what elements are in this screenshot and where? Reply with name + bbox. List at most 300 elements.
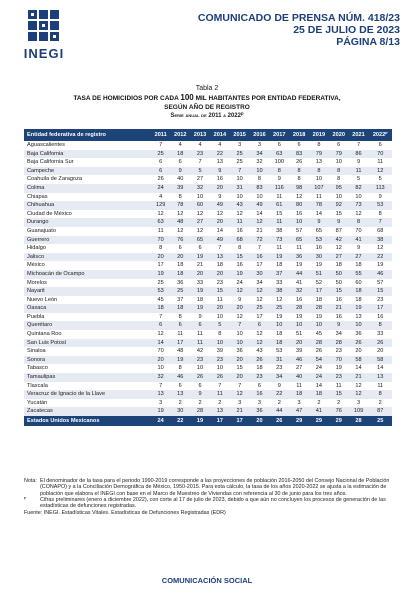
rate-cell: 17 [256, 313, 263, 320]
table-row [24, 407, 392, 416]
rate-cell: 21 [230, 407, 250, 416]
state-name-cell: Guanajuato [27, 227, 56, 234]
table-title-number: 100 [180, 93, 194, 102]
rate-cell: 15 [236, 365, 243, 372]
rate-cell: 9 [277, 176, 281, 183]
rate-cell: 100 [274, 159, 284, 166]
rate-cell: 2 [198, 399, 202, 406]
rate-cell: 12 [230, 390, 250, 399]
rate-cell: 49 [210, 201, 230, 210]
rate-cell: 17 [256, 262, 263, 269]
rate-cell: 129 [151, 201, 170, 210]
rate-cell: 65 [315, 227, 323, 234]
rate-cell: 9 [170, 167, 190, 176]
rate-cell: 26 [190, 373, 210, 382]
rate-cell: 27 [349, 253, 369, 262]
rate-cell: 6 [190, 321, 210, 330]
rate-cell: 16 [250, 390, 270, 399]
state-name-cell: Zacatecas [24, 407, 151, 416]
rate-cell: 83 [250, 184, 270, 193]
rate-cell: 8 [257, 176, 262, 183]
rate-cell: 18 [349, 287, 369, 296]
rate-cell: 2 [317, 399, 321, 406]
rate-cell: 12 [295, 193, 303, 200]
rate-cell: 7 [198, 159, 202, 166]
rate-cell: 36 [250, 407, 270, 416]
rate-cell: 11 [210, 390, 230, 399]
rate-cell: 10 [157, 365, 164, 372]
rate-cell: 11 [177, 331, 184, 338]
rate-cell: 16 [250, 253, 270, 262]
table-row [24, 399, 392, 408]
rate-cell: 14 [216, 227, 223, 234]
rate-cell: 11 [157, 227, 164, 234]
rate-cell: 14 [151, 339, 170, 348]
rate-cell: 73 [349, 201, 369, 210]
rate-cell: 87 [368, 407, 392, 416]
rate-cell: 28 [309, 304, 329, 313]
rate-cell: 21 [196, 262, 204, 269]
rate-cell: 11 [349, 167, 369, 176]
rate-cell: 15 [230, 253, 250, 262]
rate-cell: 19 [170, 356, 190, 365]
rate-cell: 12 [236, 210, 243, 217]
table-row [24, 167, 392, 176]
rate-cell: 28 [190, 407, 210, 416]
rate-cell: 20 [151, 356, 170, 365]
state-name-cell: Sonora [24, 356, 151, 365]
homicide-rate-table [24, 129, 392, 426]
rate-cell: 20 [210, 304, 230, 313]
table-header-row [24, 129, 392, 141]
rate-cell: 10 [236, 176, 243, 183]
rate-cell: 14 [355, 365, 362, 372]
rate-cell: 10 [210, 339, 230, 348]
rate-cell: 44 [269, 407, 289, 416]
column-header-year: 2018 [289, 129, 309, 141]
rate-cell: 15 [276, 210, 283, 217]
rate-cell: 18 [315, 296, 323, 303]
rate-cell: 41 [295, 279, 303, 286]
rate-cell: 51 [309, 270, 329, 279]
rate-cell: 34 [269, 373, 289, 382]
rate-cell: 8 [178, 365, 182, 372]
rate-cell: 23 [329, 373, 349, 382]
rate-cell: 22 [210, 150, 230, 159]
table-row [24, 218, 392, 227]
rate-cell: 13 [210, 407, 230, 416]
rate-cell: 116 [269, 184, 289, 193]
rate-cell: 5 [210, 321, 230, 330]
rate-cell: 5 [190, 167, 210, 176]
rate-cell: 19 [349, 304, 369, 313]
rate-cell: 23 [190, 150, 210, 159]
rate-cell: 113 [368, 184, 392, 193]
rate-cell: 57 [295, 227, 303, 234]
table-row [24, 347, 392, 356]
rate-cell: 49 [210, 236, 230, 245]
table-row [24, 261, 392, 270]
inegi-logo [14, 8, 74, 64]
rate-cell: 9 [198, 313, 202, 320]
rate-cell: 25 [269, 304, 289, 313]
rate-cell: 18 [355, 296, 362, 303]
rate-cell: 19 [230, 270, 250, 279]
rate-cell: 72 [250, 236, 270, 245]
rate-cell: 30 [170, 407, 190, 416]
table-label: Tabla 2 [195, 85, 219, 92]
rate-cell: 2 [218, 399, 222, 406]
rate-cell: 3 [257, 399, 262, 406]
rate-cell: 18 [151, 304, 170, 313]
table-title-block [0, 84, 414, 121]
rate-cell: 8 [289, 167, 309, 176]
total-rate-cell: 22 [170, 416, 190, 426]
source-text: Fuente: INEGI. Estadísticas Vitales. Estadísticas de Defunciones Registradas (EDR) [24, 510, 226, 517]
state-name-cell: Sinaloa [27, 348, 46, 355]
rate-cell: 12 [250, 218, 270, 227]
state-name-cell: Ciudad de México [27, 210, 72, 217]
footer-communication: COMUNICACIÓN SOCIAL [161, 576, 253, 585]
inegi-logo-mark-icon [26, 8, 62, 44]
rate-cell: 2 [337, 399, 341, 406]
rate-cell: 78 [170, 201, 190, 210]
rate-cell: 36 [236, 348, 243, 355]
rate-cell: 68 [377, 227, 384, 234]
rate-cell: 11 [377, 382, 384, 389]
state-name-cell: Campeche [24, 167, 151, 176]
note-main [24, 478, 392, 497]
rate-cell: 8 [159, 245, 163, 252]
rate-cell: 10 [289, 321, 309, 330]
state-name-cell: Yucatán [27, 399, 48, 406]
rate-cell: 7 [159, 382, 163, 389]
rate-cell: 2 [178, 399, 182, 406]
rate-cell: 51 [295, 331, 303, 338]
rate-cell: 7 [218, 245, 222, 252]
preliminary-label: ᴾ [24, 496, 27, 503]
rate-cell: 19 [315, 313, 323, 320]
rate-cell: 109 [349, 407, 369, 416]
rate-cell: 43 [230, 201, 250, 210]
rate-cell: 4 [159, 193, 163, 200]
rate-cell: 48 [170, 218, 190, 227]
rate-cell: 12 [276, 296, 283, 303]
rate-cell: 7 [356, 142, 361, 148]
rate-cell: 19 [190, 253, 210, 262]
column-header-year: 2015 [230, 129, 250, 141]
table-total-row [24, 416, 392, 426]
rate-cell: 10 [289, 218, 309, 227]
rate-cell: 3 [297, 399, 301, 406]
rate-cell: 76 [329, 407, 349, 416]
rate-cell: 22 [269, 390, 289, 399]
rate-cell: 7 [368, 218, 392, 227]
rate-cell: 19 [190, 287, 210, 296]
rate-cell: 68 [230, 236, 250, 245]
rate-cell: 11 [316, 193, 322, 200]
rate-cell: 55 [349, 270, 369, 279]
total-rate-cell: 28 [349, 416, 369, 426]
rate-cell: 46 [289, 356, 309, 365]
rate-cell: 13 [368, 373, 392, 382]
rate-cell: 50 [335, 279, 342, 286]
rate-cell: 18 [216, 262, 223, 269]
total-rate-cell: 17 [210, 416, 230, 426]
table-row [24, 158, 392, 167]
rate-cell: 28 [329, 339, 349, 348]
rate-cell: 19 [151, 407, 170, 416]
state-name-cell: Aguascalientes [27, 142, 65, 148]
rate-cell: 10 [315, 176, 323, 183]
rate-cell: 12 [157, 210, 164, 217]
rate-cell: 37 [177, 296, 184, 303]
rate-cell: 70 [329, 356, 349, 365]
rate-cell: 95 [329, 184, 349, 193]
rate-cell: 26 [349, 339, 369, 348]
rate-cell: 18 [335, 262, 342, 269]
rate-cell: 11 [296, 382, 302, 389]
table-title-pre: TASA DE HOMICIDIOS POR CADA [73, 95, 179, 102]
column-header-year: 2022ᴾ [368, 129, 392, 141]
rate-cell: 20 [377, 348, 384, 355]
rate-cell: 3 [238, 142, 242, 148]
rate-cell: 25 [230, 150, 250, 159]
rate-cell: 23 [335, 348, 342, 355]
rate-cell: 7 [238, 382, 242, 389]
rate-cell: 12 [196, 227, 204, 234]
table-row [24, 330, 392, 339]
rate-cell: 9 [210, 167, 230, 176]
rate-cell: 14 [315, 210, 323, 217]
press-release-date: 25 DE JULIO DE 2023 [293, 24, 400, 36]
table-title-post: MIL HABITANTES POR ENTIDAD FEDERATIVA, [195, 95, 341, 102]
rate-cell: 10 [256, 193, 263, 200]
table-row [24, 201, 392, 210]
rate-cell: 6 [277, 142, 281, 148]
rate-cell: 8 [337, 176, 341, 183]
rate-cell: 92 [329, 201, 349, 210]
rate-cell: 15 [210, 287, 230, 296]
table-row [24, 150, 392, 159]
rate-cell: 18 [309, 390, 329, 399]
rate-cell: 8 [368, 321, 392, 330]
state-name-cell: Baja California [24, 150, 151, 159]
rate-cell: 10 [355, 193, 362, 200]
rate-cell: 9 [356, 245, 361, 252]
rate-cell: 8 [309, 167, 329, 176]
rate-cell: 20 [230, 373, 250, 382]
state-name-cell: Baja California Sur [27, 159, 74, 166]
rate-cell: 25 [151, 150, 170, 159]
rate-cell: 78 [309, 201, 329, 210]
rate-cell: 9 [378, 193, 382, 200]
rate-cell: 8 [368, 390, 392, 399]
rate-cell: 20 [230, 304, 250, 313]
state-name-cell: Guerrero [24, 236, 151, 245]
rate-cell: 3 [257, 142, 262, 148]
rate-cell: 12 [236, 313, 243, 320]
note-text: El denominador de la tasa para el periodo 1990-2019 corresponde a las proyecciones de población 2016-2050 del Consejo Nacional de Población (CONAPO) y a la Conciliación Demográfica de México, 1950-2015. Para esta cálculo, la tasa de los años 2020-2022 se ajusta a la estimación de población que elabora el INEGI con base en el Marco de Muestreo de Viviendas con referencia al 30 de junio para los tres años. [40, 478, 390, 497]
rate-cell: 58 [349, 356, 369, 365]
rate-cell: 20 [355, 348, 362, 355]
rate-cell: 8 [238, 245, 242, 252]
rate-cell: 7 [218, 382, 222, 389]
rate-cell: 16 [295, 296, 303, 303]
rate-cell: 8 [269, 167, 289, 176]
rate-cell: 6 [337, 142, 341, 148]
state-name-cell: Michoacán de Ocampo [24, 270, 151, 279]
rate-cell: 6 [198, 245, 202, 252]
rate-cell: 14 [256, 210, 263, 217]
rate-cell: 12 [250, 287, 270, 296]
rate-cell: 9 [329, 218, 349, 227]
rate-cell: 63 [151, 218, 170, 227]
rate-cell: 48 [177, 348, 184, 355]
table-row [24, 175, 392, 184]
rate-cell: 60 [355, 279, 362, 286]
rate-cell: 42 [329, 236, 349, 245]
table-row [24, 339, 392, 348]
rate-cell: 40 [289, 373, 309, 382]
rate-cell: 23 [377, 296, 384, 303]
rate-cell: 26 [157, 176, 164, 183]
table-row [24, 304, 392, 313]
rate-cell: 7 [159, 142, 163, 148]
rate-cell: 9 [277, 382, 281, 389]
rate-cell: 24 [309, 373, 329, 382]
rate-cell: 16 [236, 262, 243, 269]
rate-cell: 18 [276, 262, 283, 269]
rate-cell: 26 [295, 159, 303, 166]
rate-cell: 16 [377, 313, 384, 320]
rate-cell: 13 [210, 253, 230, 262]
rate-cell: 76 [170, 236, 190, 245]
rate-cell: 10 [236, 193, 243, 200]
state-name-cell: Quintana Roo [27, 331, 62, 338]
rate-cell: 16 [295, 210, 303, 217]
rate-cell: 54 [309, 356, 329, 365]
rate-cell: 24 [315, 365, 323, 372]
rate-cell: 18 [256, 365, 263, 372]
rate-cell: 4 [218, 142, 222, 148]
rate-cell: 39 [216, 348, 223, 355]
rate-cell: 47 [289, 407, 309, 416]
rate-cell: 11 [190, 339, 210, 348]
rate-cell: 8 [317, 142, 321, 148]
rate-cell: 65 [289, 236, 309, 245]
rate-cell: 70 [368, 150, 392, 159]
rate-cell: 53 [309, 236, 329, 245]
rate-cell: 8 [297, 176, 301, 183]
rate-cell: 11 [197, 331, 203, 338]
rate-cell: 16 [315, 245, 323, 252]
state-name-cell: Oaxaca [24, 304, 151, 313]
rate-cell: 32 [190, 184, 210, 193]
rate-cell: 28 [289, 304, 309, 313]
rate-cell: 12 [177, 227, 184, 234]
rate-cell: 11 [276, 193, 283, 200]
table-row [24, 253, 392, 262]
rate-cell: 17 [368, 304, 392, 313]
rate-cell: 38 [368, 236, 392, 245]
total-rate-cell: 29 [329, 416, 349, 426]
rate-cell: 7 [159, 313, 163, 320]
rate-cell: 12 [216, 210, 223, 217]
rate-cell: 42 [196, 348, 204, 355]
state-name-cell: San Luis Potosí [24, 339, 151, 348]
rate-cell: 18 [170, 270, 190, 279]
state-name-cell: Puebla [27, 313, 45, 320]
rate-cell: 61 [269, 201, 289, 210]
rate-cell: 40 [177, 176, 184, 183]
rate-cell: 13 [170, 390, 190, 399]
rate-cell: 21 [349, 373, 369, 382]
table-row [24, 296, 392, 305]
table-subtitle: SEGÚN AÑO DE REGISTRO [164, 104, 250, 111]
table-row [24, 390, 392, 399]
rate-cell: 6 [257, 382, 262, 389]
rate-cell: 45 [157, 296, 164, 303]
rate-cell: 39 [170, 184, 190, 193]
rate-cell: 33 [196, 279, 204, 286]
rate-cell: 12 [230, 287, 250, 296]
state-name-cell: Jalisco [24, 253, 151, 262]
rate-cell: 13 [315, 159, 323, 166]
rate-cell: 6 [178, 245, 182, 252]
rate-cell: 10 [216, 313, 223, 320]
rate-cell: 18 [355, 262, 362, 269]
rate-cell: 6 [151, 167, 170, 176]
rate-cell: 15 [368, 287, 392, 296]
rate-cell: 6 [178, 159, 182, 166]
total-rate-cell: 24 [151, 416, 170, 426]
rate-cell: 3 [238, 399, 242, 406]
table-body [24, 141, 392, 416]
state-name-cell: México [27, 262, 45, 269]
rate-cell: 41 [309, 407, 329, 416]
rate-cell: 98 [289, 184, 309, 193]
column-header-year: 2011 [151, 129, 170, 141]
rate-cell: 83 [289, 150, 309, 159]
rate-cell: 36 [177, 279, 184, 286]
rate-cell: 28 [309, 339, 329, 348]
table-row [24, 270, 392, 279]
logo-text: INEGI [23, 46, 65, 61]
rate-cell: 6 [159, 159, 163, 166]
rate-cell: 60 [190, 201, 210, 210]
table-row [24, 287, 392, 296]
table-title [0, 93, 414, 103]
note-preliminary [24, 497, 392, 510]
rate-cell: 10 [196, 365, 204, 372]
note-label: Nota: [24, 478, 37, 484]
rate-cell: 13 [216, 159, 223, 166]
table-row [24, 364, 392, 373]
rate-cell: 18 [170, 304, 190, 313]
rate-cell: 10 [216, 365, 223, 372]
rate-cell: 46 [170, 373, 190, 382]
rate-cell: 12 [196, 210, 204, 217]
rate-cell: 45 [315, 331, 323, 338]
rate-cell: 18 [276, 331, 283, 338]
rate-cell: 32 [151, 373, 170, 382]
rate-cell: 23 [276, 365, 283, 372]
table-row [24, 313, 392, 322]
rate-cell: 58 [368, 356, 392, 365]
rate-cell: 70 [157, 348, 164, 355]
rate-cell: 107 [309, 184, 329, 193]
